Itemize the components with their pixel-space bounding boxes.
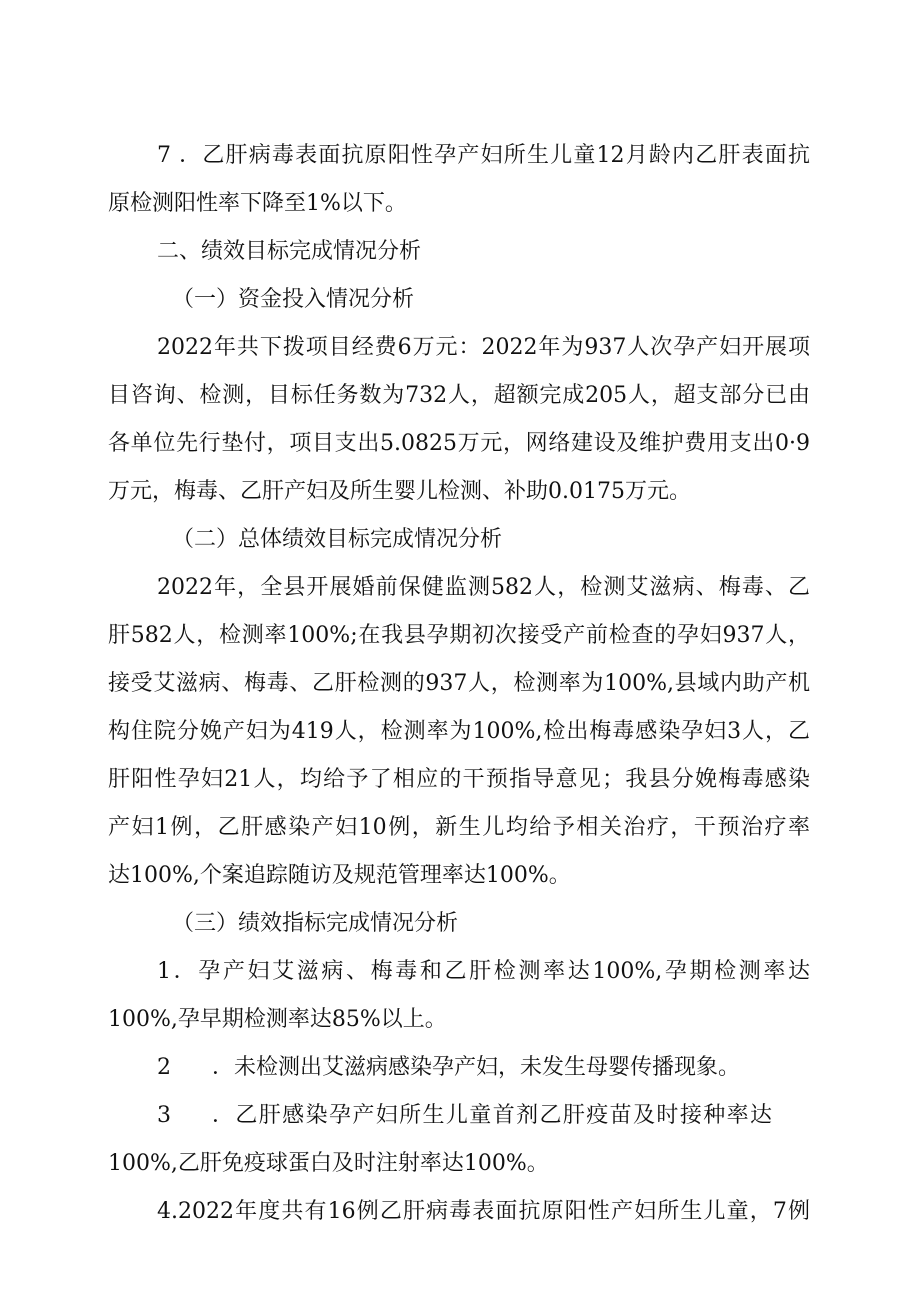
text-line: 4.2022年度共有16例乙肝病毒表面抗原阳性产妇所生儿童，7例 [157, 1199, 810, 1224]
paragraph-line [0, 861, 920, 893]
paragraph-line [0, 141, 920, 173]
text-line: 产妇1例，乙肝感染产妇10例，新生儿均给予相关治疗，干预治疗率 [108, 815, 810, 840]
paragraph-line [0, 381, 920, 413]
text-line: 构住院分娩产妇为419人，检测率为100%,检出梅毒感染孕妇3人，乙 [108, 719, 810, 744]
paragraph-line [0, 573, 920, 605]
text-line: ．乙肝感染孕产妇所生儿童首剂乙肝疫苗及时接种率达 [212, 1103, 772, 1128]
text-line: 2022年，全县开展婚前保健监测582人，检测艾滋病、梅毒、乙 [157, 575, 810, 600]
paragraph-line [0, 1197, 920, 1229]
text-line: 目咨询、检测，目标任务数为732人，超额完成205人，超支部分已由 [108, 383, 810, 408]
text-line: 万元，梅毒、乙肝产妇及所生婴儿检测、补助0.0175万元。 [108, 479, 691, 504]
text-line: 达100%,个案追踪随访及规范管理率达100%。 [108, 863, 571, 888]
text-line: 100%,孕早期检测率达85%以上。 [108, 1007, 447, 1032]
paragraph-line [0, 429, 920, 461]
heading-text: （二）总体绩效目标完成情况分析 [172, 527, 503, 552]
heading-text: （三）绩效指标完成情况分析 [172, 911, 459, 936]
text-line: 2022年共下拨项目经费6万元：2022年为937人次孕产妇开展项 [157, 335, 810, 360]
text-line: ．未检测出艾滋病感染孕产妇，未发生母婴传播现象。 [212, 1055, 741, 1080]
text-line: 原检测阳性率下降至1%以下。 [108, 191, 407, 216]
paragraph-line [0, 1149, 920, 1181]
list-item [0, 1053, 920, 1085]
paragraph-line [0, 333, 920, 365]
heading-text: （一）资金投入情况分析 [172, 287, 415, 312]
paragraph-line [0, 717, 920, 749]
heading-text: 二、绩效目标完成情况分析 [157, 239, 422, 264]
text-line: 肝582人，检测率100%;在我县孕期初次接受产前检查的孕妇937人， [108, 623, 810, 648]
section-heading [0, 237, 920, 269]
text-line: 100%,乙肝免疫球蛋白及时注射率达100%。 [108, 1151, 549, 1176]
subsection-heading [0, 525, 920, 557]
subsection-heading [0, 909, 920, 941]
paragraph-line [0, 957, 920, 989]
text-line: 1．孕产妇艾滋病、梅毒和乙肝检测率达100%,孕期检测率达 [157, 959, 810, 984]
paragraph-line [0, 669, 920, 701]
text-line: 7 ．乙肝病毒表面抗原阳性孕产妇所生儿童12月龄内乙肝表面抗 [157, 143, 810, 168]
paragraph-line [0, 1005, 920, 1037]
paragraph-line [0, 189, 920, 221]
paragraph-line [0, 813, 920, 845]
text-line: 各单位先行垫付，项目支出5.0825万元，网络建设及维护费用支出0·9 [108, 431, 810, 456]
subsection-heading [0, 285, 920, 317]
text-line: 接受艾滋病、梅毒、乙肝检测的937人，检测率为100%,县域内助产机 [108, 671, 810, 696]
item-number: 2 [157, 1055, 171, 1080]
text-line: 肝阳性孕妇21人，均给予了相应的干预指导意见；我县分娩梅毒感染 [108, 767, 810, 792]
paragraph-line [0, 477, 920, 509]
item-number: 3 [157, 1103, 171, 1128]
list-item [0, 1101, 920, 1133]
paragraph-line [0, 765, 920, 797]
paragraph-line [0, 621, 920, 653]
